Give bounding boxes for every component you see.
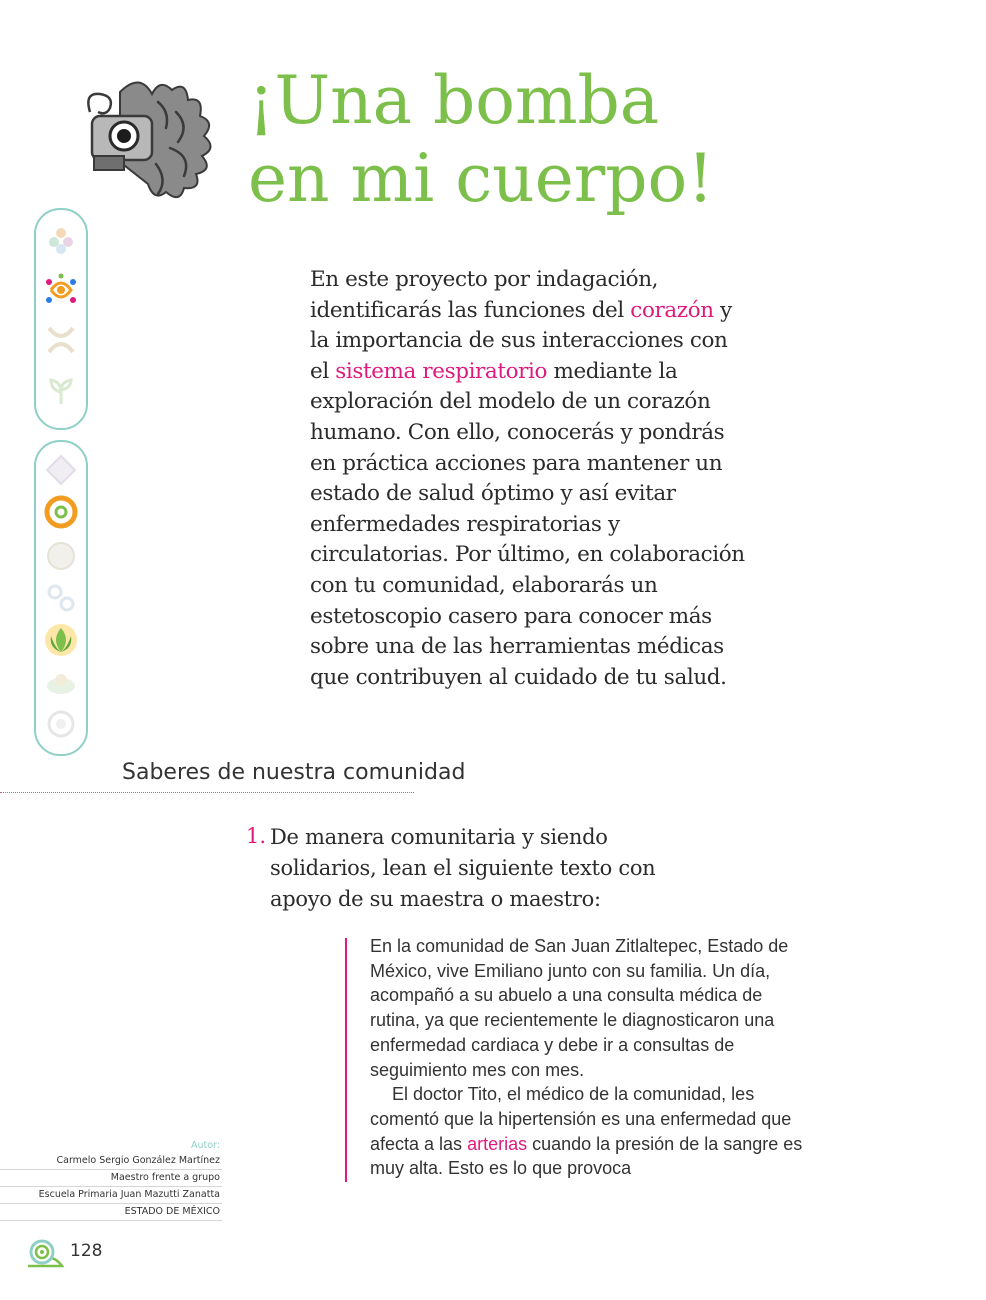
reading-accent-bar bbox=[345, 938, 347, 1182]
aztec-serpent-head-icon bbox=[80, 72, 220, 212]
colorful-dots-icon bbox=[43, 272, 79, 308]
green-lotus-icon bbox=[43, 622, 79, 658]
intro-text-1: En este proyecto por indagación, identificarás las funciones del bbox=[310, 267, 659, 323]
reading-paragraph-2 bbox=[370, 1082, 810, 1181]
pale-flower-icon bbox=[43, 222, 79, 258]
page-title bbox=[248, 62, 948, 218]
section-divider bbox=[0, 792, 414, 793]
author-credits bbox=[0, 1138, 222, 1221]
author-label: Autor: bbox=[191, 1140, 220, 1151]
pale-sprout-icon bbox=[43, 372, 79, 408]
highlight-corazon: corazón bbox=[630, 297, 714, 323]
intro-text-2: y la importancia de sus interacciones con el bbox=[310, 297, 732, 384]
activity-instruction: De manera comunitaria y siendo solidarios, lean el siguiente texto con apoyo de su maestra o maestro: bbox=[270, 825, 656, 911]
title-line-1: ¡Una bomba bbox=[248, 62, 660, 139]
side-icon-panel-top bbox=[34, 208, 88, 430]
pale-link-icon bbox=[43, 580, 79, 616]
author-state: ESTADO DE MÉXICO bbox=[0, 1204, 222, 1221]
pale-diamond-icon bbox=[43, 452, 79, 488]
author-name: Carmelo Sergio González Martínez bbox=[0, 1153, 222, 1170]
pale-square-icon bbox=[43, 538, 79, 574]
reading-passage bbox=[370, 934, 810, 1181]
green-snail-spiral-icon bbox=[26, 1236, 64, 1268]
side-icon-panel-bottom bbox=[34, 440, 88, 756]
highlight-arterias: arterias bbox=[467, 1133, 528, 1154]
reading-text-2a: El doctor Tito, el médico de la comunidad, les comentó que la hipertensión es una enfermedad que afecta a las bbox=[370, 1084, 792, 1154]
reading-text-2b: cuando la presión de la sangre es muy alta. Esto es lo que provoca bbox=[370, 1133, 803, 1179]
reading-paragraph-1: En la comunidad de San Juan Zitlaltepec, Estado de México, vive Emiliano junto con su familia. Un día, acompañó a su abuelo a una consulta médica de rutina, ya que recientemente le diagnosticaron una enfermedad cardiaca y debe ir a consultas de seguimiento mes con mes. bbox=[370, 936, 789, 1080]
activity-number: 1. bbox=[246, 824, 267, 848]
pale-cloud-icon bbox=[43, 666, 79, 702]
pale-circle-icon bbox=[43, 706, 79, 742]
author-school: Escuela Primaria Juan Mazutti Zanatta bbox=[0, 1187, 222, 1204]
intro-paragraph bbox=[310, 265, 750, 693]
orange-spiral-icon bbox=[43, 494, 79, 530]
intro-text-3: mediante la exploración del modelo de un corazón humano. Con ello, conocerás y pondrás en práctica acciones para mantener un estado de salud óptimo y así evitar enfermedades respiratorias y circulatorias. Por último, en colaboración con tu comunidad, elaborarás un estetoscopio casero para conocer más sobre una de las herramientas médicas que contribuyen al cuidado de tu salud. bbox=[310, 358, 745, 690]
pale-figures-icon bbox=[43, 322, 79, 358]
author-role: Maestro frente a grupo bbox=[0, 1170, 222, 1187]
page-number: 128 bbox=[70, 1241, 103, 1261]
highlight-sistema-respiratorio: sistema respiratorio bbox=[335, 358, 548, 384]
section-heading: Saberes de nuestra comunidad bbox=[122, 760, 466, 785]
title-line-2: en mi cuerpo! bbox=[248, 140, 714, 217]
